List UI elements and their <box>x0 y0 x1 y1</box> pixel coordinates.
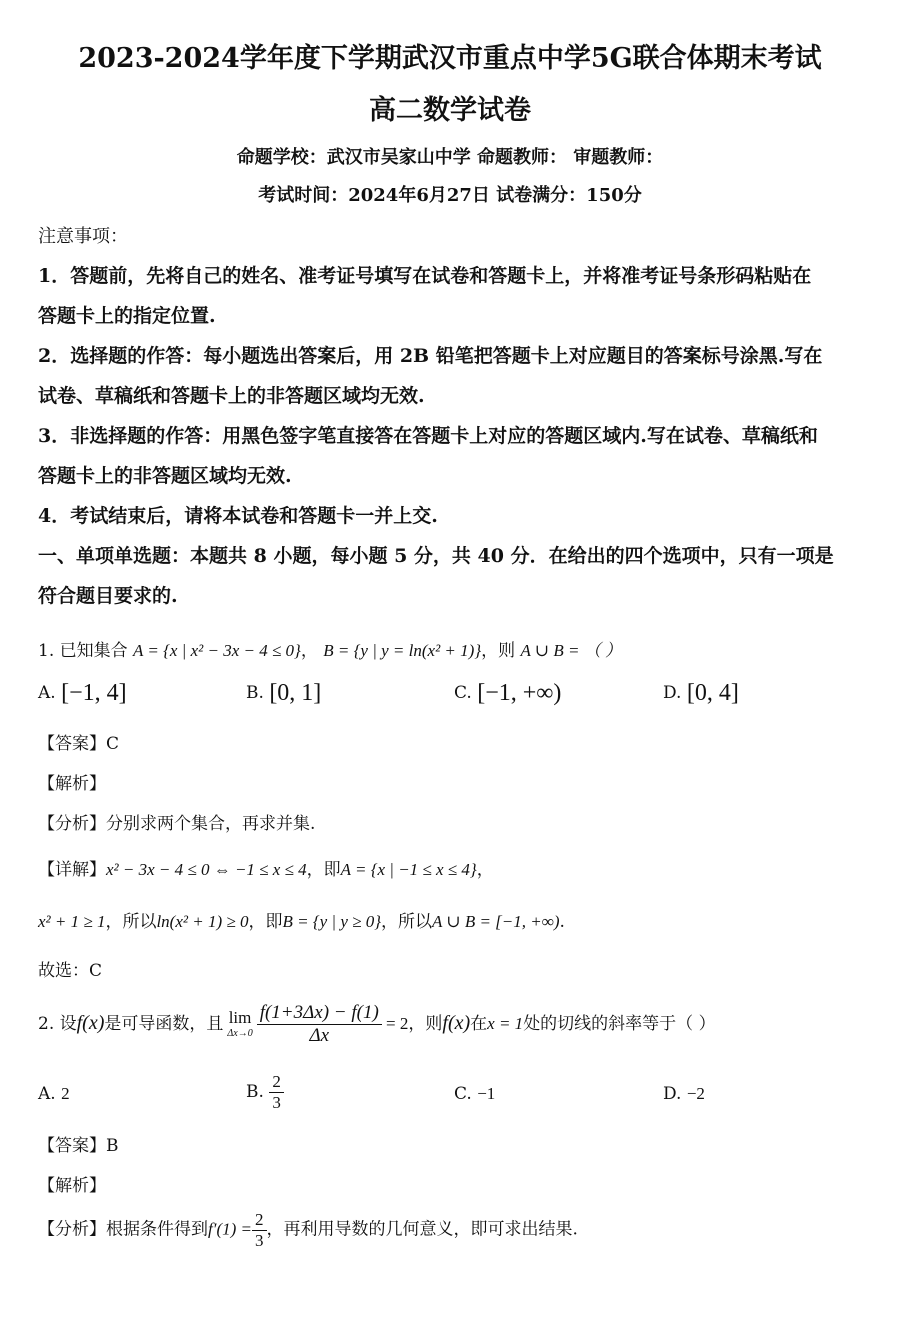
notice-line-6: 答题卡上的非答题区域均无效. <box>38 465 292 487</box>
q1-analysis-label: 【解析】 <box>38 774 106 794</box>
q1-set-a: A = {x | x² − 3x − 4 ≤ 0} <box>133 641 301 660</box>
notice-line-5: 3．非选择题的作答：用黑色签字笔直接答在答题卡上对应的答题区域内.写在试卷、草稿纸和 <box>38 425 818 447</box>
q2-answer: 【答案】B <box>38 1136 119 1156</box>
q1-fenxi: 【分析】分别求两个集合，再求并集. <box>38 814 316 834</box>
q2-limit: lim Δx→0 <box>227 1008 253 1040</box>
notice-heading: 注意事项： <box>38 226 128 247</box>
q1-option-b: B. [0, 1] <box>246 680 322 706</box>
q2-option-b: B. $\frac{2}{3}$ <box>246 1072 284 1112</box>
q1-option-d: D. [0, 4] <box>663 680 739 706</box>
notice-line-3: 2．选择题的作答：每小题选出答案后，用 2B 铅笔把答题卡上对应题目的答案标号涂黑.写在 <box>38 345 823 367</box>
notice-line-4: 试卷、草稿纸和答题卡上的非答题区域均无效. <box>38 385 425 407</box>
q2-fenxi-fraction: $\frac{2}{3}$ <box>252 1210 267 1250</box>
q1-detail-2: x² + 1 ≥ 1，所以ln(x² + 1) ≥ 0，即B = {y | y ≥ 0}，所以A ∪ B = [−1, +∞). <box>38 912 565 932</box>
q1-detail-1: 【详解】x² − 3x − 4 ≤ 0 ⇔ −1 ≤ x ≤ 4，即A = {x | −1 ≤ x ≤ 4}， <box>38 860 494 880</box>
q2-analysis-label: 【解析】 <box>38 1176 106 1196</box>
exam-subtitle: 高二数学试卷 <box>369 95 531 126</box>
q2-option-c: C. −1 <box>454 1084 496 1104</box>
q1-answer: 【答案】C <box>38 734 120 754</box>
section-heading-2: 符合题目要求的. <box>38 585 178 607</box>
exam-title: 2023-2024学年度下学期武汉市重点中学5G联合体期末考试 <box>78 43 822 74</box>
q1-set-b: B = {y | y = ln(x² + 1)} <box>323 641 482 660</box>
q1-option-c: C. [−1, +∞) <box>454 680 562 706</box>
notice-line-2: 答题卡上的指定位置. <box>38 305 216 327</box>
section-heading-1: 一、单项单选题：本题共 8 小题，每小题 5 分，共 40 分．在给出的四个选项中，只有一项是 <box>38 545 834 567</box>
q1-stem: 1. 已知集合 A = {x | x² − 3x − 4 ≤ 0}， B = {y | y = ln(x² + 1)}，则 A ∪ B = （ ） <box>38 641 622 661</box>
q2-fenxi: 【分析】根据条件得到f′(1) = $\frac{2}{3}$ ，再利用导数的几何意义，即可求出结果. <box>38 1210 578 1250</box>
q1-option-a: A. [−1, 4] <box>38 680 127 706</box>
q2-option-a: A. 2 <box>38 1084 70 1104</box>
exam-authors: 命题学校：武汉市吴家山中学 命题教师： 审题教师： <box>236 147 664 168</box>
q2-option-d: D. −2 <box>663 1084 705 1104</box>
q2-stem: 2. 设f(x)是可导函数，且 lim Δx→0 $\frac{f(1+3\Delta x) - f(1)}{\Delta x}$ = 2，则f(x)在x = 1处的切线的斜率等于（ ） <box>38 1002 716 1046</box>
q2-fraction: $\frac{f(1+3\Delta x) - f(1)}{\Delta x}$ <box>257 1002 382 1047</box>
q2-option-b-fraction: $\frac{2}{3}$ <box>269 1072 284 1112</box>
q1-ask: A ∪ B = （ ） <box>520 641 622 660</box>
q1-conclusion: 故选：C <box>38 961 103 981</box>
notice-line-7: 4．考试结束后，请将本试卷和答题卡一并上交. <box>38 505 438 527</box>
notice-line-1: 1．答题前，先将自己的姓名、准考证号填写在试卷和答题卡上，并将准考证号条形码粘贴在 <box>38 265 812 287</box>
exam-info: 考试时间：2024年6月27日 试卷满分：150分 <box>258 185 642 206</box>
